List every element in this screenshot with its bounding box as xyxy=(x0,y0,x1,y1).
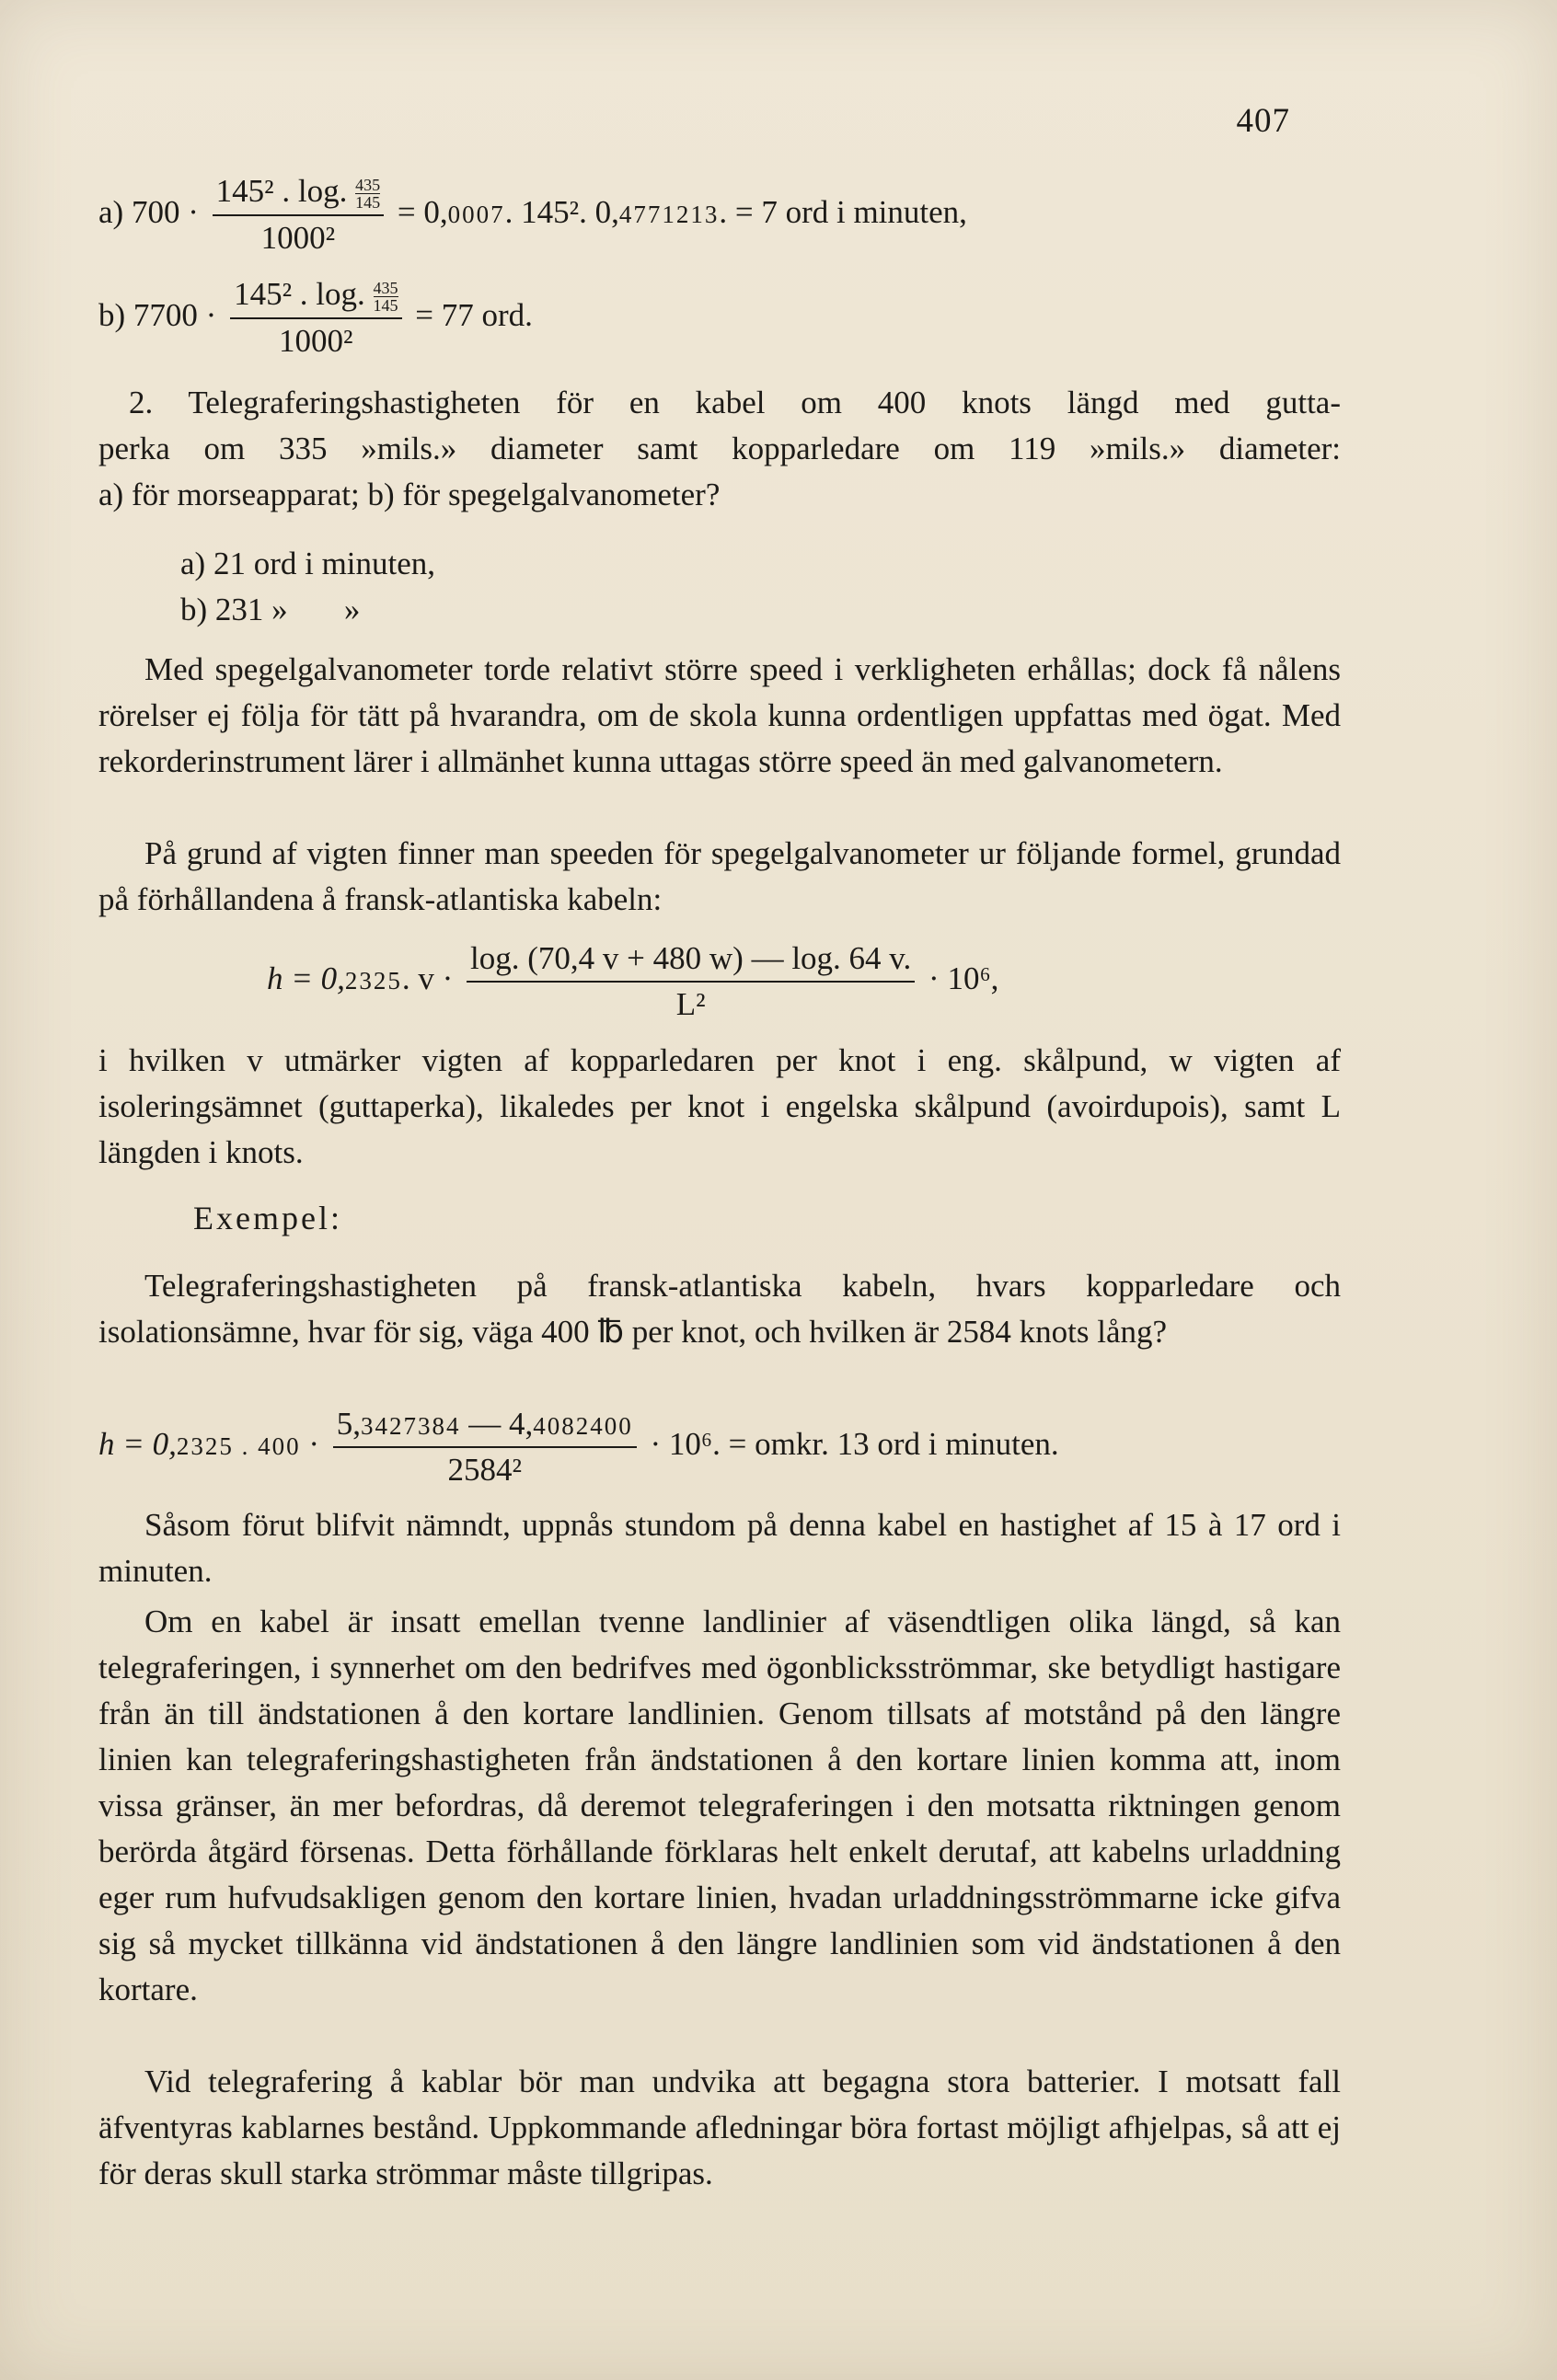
formula-h-const: 2325 xyxy=(344,967,402,995)
paragraph-variables: i hvilken v utmärker vigten af kopparledaren per knot i eng. skålpund, w vigten af isoleringsämnet (guttaperka), likaledes per knot i engelska skålpund (avoirdupois), samt L längden i knots. xyxy=(98,1042,1341,1170)
formula-b-fraction xyxy=(230,276,401,360)
formula-a-fraction xyxy=(213,173,384,257)
formula-example-denominator: 2584² xyxy=(447,1452,523,1488)
formula-example-fraction xyxy=(333,1406,637,1489)
formula-a-mid: . 145². 0, xyxy=(504,193,619,230)
answer-a: a) 21 ord i minuten, xyxy=(180,546,436,581)
answer-b: b) 231 » » xyxy=(180,592,361,627)
question-line-2: perka om 335 »mils.» diameter samt kopparledare om 119 »mils.» diameter: xyxy=(98,431,1341,466)
page-number: 407 xyxy=(1236,102,1290,140)
formula-a-log-num: 435 xyxy=(355,176,381,195)
formula-b-log-den: 145 xyxy=(373,296,398,316)
formula-a-denominator: 1000² xyxy=(260,220,336,257)
formula-example-num-b-digits: 4082400 xyxy=(533,1412,633,1440)
paragraph-formula-intro: På grund af vigten finner man speeden för spegelgalvanometer ur följande formel, grundad på förhållandena å fransk-atlantiska kabeln: xyxy=(98,835,1341,917)
formula-a-val1: 0007 xyxy=(447,200,505,228)
formula-a-log-ratio xyxy=(355,177,380,211)
formula-b-factor: 7700 · xyxy=(133,296,217,333)
example-heading: Exempel: xyxy=(193,1200,342,1236)
formula-b-log-num: 435 xyxy=(373,279,398,298)
formula-b-denominator: 1000² xyxy=(279,323,353,360)
formula-b-numerator: 145² . log. xyxy=(234,276,365,312)
formula-example-dot: · xyxy=(300,1426,320,1463)
question-paragraph xyxy=(98,380,1341,518)
paragraph-batteries: Vid telegrafering å kablar bör man undvika att begagna stora batterier. I motsatt fall äfventyras kablarnes bestånd. Uppkommande afledningar böra fortast möjligt afhjelpas, så att ej för deras skull starka strömmar måste tillgripas. xyxy=(98,2064,1341,2191)
formula-a-val2: 4771213 xyxy=(618,200,720,228)
formula-a-factor: 700 · xyxy=(131,193,199,230)
formula-b-result: = 77 ord. xyxy=(415,296,533,333)
formula-a-log-den: 145 xyxy=(355,193,381,213)
formula-h-lhs: h = 0, xyxy=(267,960,345,997)
formula-example xyxy=(98,1406,1059,1489)
formula-example-tail: · 10⁶. = omkr. 13 ord i minuten. xyxy=(650,1426,1059,1463)
formula-example-num-dash: — 4, xyxy=(460,1406,534,1442)
formula-h-mid: . v · xyxy=(401,960,454,997)
formula-a-result: . = 7 ord i minuten, xyxy=(719,193,967,230)
formula-example-const: 2325 . 400 xyxy=(176,1432,301,1461)
formula-a-label: a) xyxy=(98,193,124,230)
formula-example-num-a-digits: 3427384 xyxy=(361,1412,461,1440)
formula-a xyxy=(98,173,967,257)
formula-h-denominator: L² xyxy=(675,986,706,1022)
paragraph-example: Telegraferingshastigheten på fransk-atlantiska kabeln, hvars kopparledare och isolationsämne, hvar för sig, väga 400 ℔ per knot, och hvilken är 2584 knots lång? xyxy=(98,1268,1341,1350)
paragraph-landlines: Om en kabel är insatt emellan tvenne landlinier af väsendtligen olika längd, så kan telegraferingen, i synnerhet om den bedrifves med ögonblicksströmmar, ske betydligt hastigare från än till ändstationen å den kortare landlinien. Genom tillsats af motstånd på den längre linien kan telegraferingshastigheten från ändstationen å den kortare linien komma att, inom vissa gränser, än mer befordras, då deremot telegraferingen i den motsatta riktningen genom berörda åtgärd försenas. Detta förhållande förklaras helt enkelt derutaf, att kabelns urladdning eger rum hufvudsakligen genom den kortare linien, hvadan urladdningsströmmarne icke gifva sig så mycket tillkänna vid ändstationen å den längre landlinien som vid ändstationen å den kortare. xyxy=(98,1604,1341,2007)
formula-h xyxy=(267,940,998,1023)
question-line-3: a) för morseapparat; b) för spegelgalvanometer? xyxy=(98,477,721,512)
formula-h-fraction xyxy=(467,940,915,1023)
formula-b xyxy=(98,276,533,360)
formula-example-num-a: 5, xyxy=(336,1406,362,1442)
formula-b-label: b) xyxy=(98,296,126,333)
paragraph-known-speed: Såsom förut blifvit nämndt, uppnås stundom på denna kabel en hastighet af 15 à 17 ord i minuten. xyxy=(98,1507,1341,1589)
formula-example-lhs: h = 0, xyxy=(98,1426,177,1463)
formula-h-numerator: log. (70,4 v + 480 w) — log. 64 v. xyxy=(467,940,915,983)
paragraph-speed: Med spegelgalvanometer torde relativt större speed i verkligheten erhållas; dock få nålens rörelser ej följa för tätt på hvarandra, om de skola kunna ordentligen uppfattas med ögat. Med rekorderinstrument lärer i allmänhet kunna uttagas större speed än med galvanometern. xyxy=(98,651,1341,779)
formula-a-numerator: 145² . log. xyxy=(215,173,348,209)
formula-h-tail: · 10⁶, xyxy=(928,960,999,997)
formula-a-eq: = 0, xyxy=(397,193,448,230)
question-line-1: 2. Telegraferingshastigheten för en kabel om 400 knots längd med gutta- xyxy=(129,385,1341,420)
formula-b-log-ratio xyxy=(374,280,398,314)
